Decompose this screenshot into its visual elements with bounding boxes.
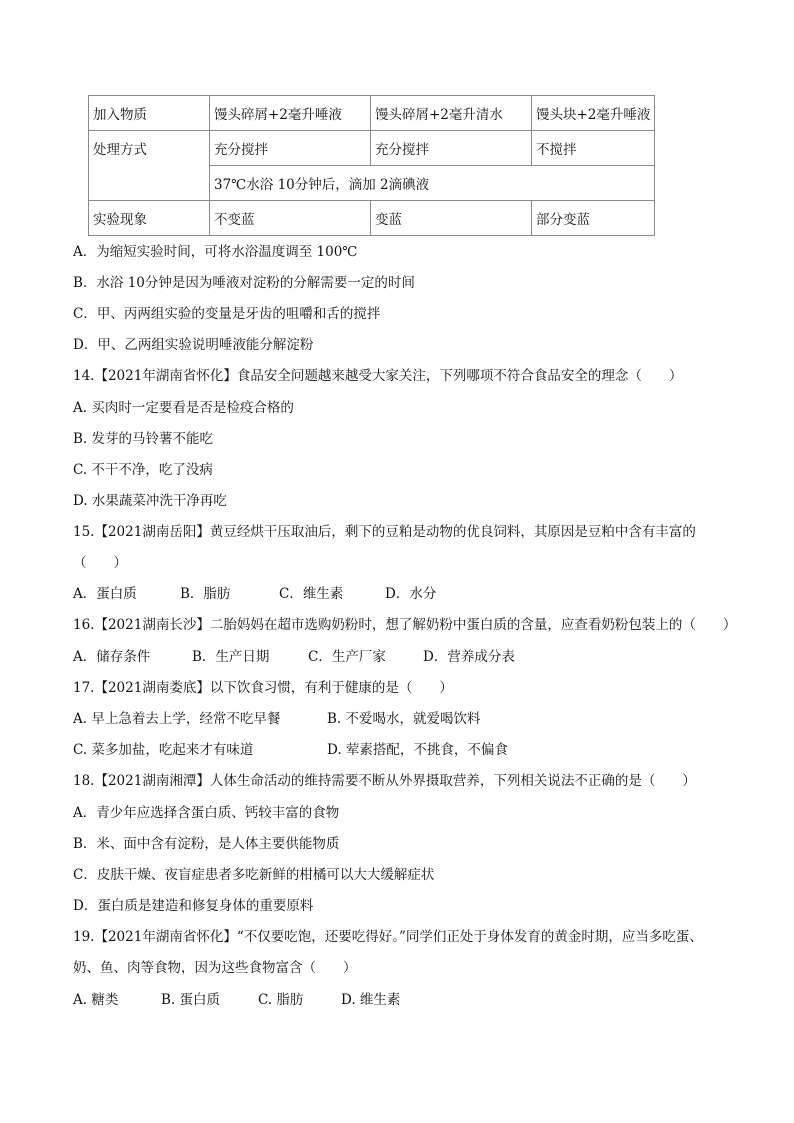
table-cell: 充分搅拌 — [371, 131, 532, 166]
q13-option-a: A．为缩短实验时间，可将水浴温度调至 100℃ — [73, 244, 358, 260]
q19-stem-continued: 奶、鱼、肉等食物，因为这些食物富含（ ） — [73, 960, 357, 976]
table-cell: 不变蓝 — [210, 201, 371, 236]
q16-option-b: B．生产日期 — [192, 649, 270, 665]
q19-option-c: C. 脂肪 — [258, 992, 304, 1008]
q18-option-a: A．青少年应选择含蛋白质、钙较丰富的食物 — [73, 805, 340, 821]
table-cell: 馒头块+2毫升唾液 — [532, 96, 655, 131]
q17-option-a: A. 早上急着去上学，经常不吃早餐 — [73, 711, 281, 727]
q16-option-a: A．储存条件 — [73, 649, 151, 665]
q15-option-c: C．维生素 — [279, 586, 344, 602]
q15-stem-continued: （ ） — [73, 555, 127, 571]
experiment-table — [88, 95, 655, 236]
q19-option-d: D. 维生素 — [341, 992, 401, 1008]
table-cell: 馒头碎屑+2毫升清水 — [371, 96, 532, 131]
q13-option-b: B．水浴 10分钟是因为唾液对淀粉的分解需要一定的时间 — [73, 275, 415, 291]
q17-option-b: B. 不爱喝水，就爱喝饮料 — [327, 711, 481, 727]
q18-option-c: C．皮肤干燥、夜盲症患者多吃新鲜的柑橘可以大大缓解症状 — [73, 867, 435, 883]
q14-stem: 14.【2021年湖南省怀化】食品安全问题越来越受大家关注，下列哪项不符合食品安全的理念（ ） — [73, 368, 683, 384]
q13-option-d: D．甲、乙两组实验说明唾液能分解淀粉 — [73, 337, 314, 353]
q18-stem: 18.【2021湖南湘潭】人体生命活动的维持需要不断从外界摄取营养，下列相关说法不正确的是（ ） — [73, 773, 696, 789]
q19-option-b: B. 蛋白质 — [161, 992, 221, 1008]
q19-option-a: A. 糖类 — [73, 992, 119, 1008]
q16-option-d: D．营养成分表 — [423, 649, 515, 665]
table-cell: 馒头碎屑+2毫升唾液 — [210, 96, 371, 131]
q16-stem: 16.【2021湖南长沙】二胎妈妈在超市选购奶粉时，想了解奶粉中蛋白质的含量，应查看奶粉包装上的（ ） — [73, 617, 737, 633]
q18-option-b: B．米、面中含有淀粉，是人体主要供能物质 — [73, 836, 340, 852]
q17-option-c: C. 菜多加盐，吃起来才有味道 — [73, 742, 254, 758]
table-row — [89, 96, 655, 131]
table-cell: 处理方式 — [89, 131, 210, 201]
table-row — [89, 131, 655, 166]
q15-option-b: B．脂肪 — [180, 586, 231, 602]
table-cell: 充分搅拌 — [210, 131, 371, 166]
table-row — [89, 201, 655, 236]
q14-option-d: D. 水果蔬菜冲洗干净再吃 — [73, 493, 227, 509]
q15-stem: 15.【2021湖南岳阳】黄豆经烘干压取油后，剩下的豆粕是动物的优良饲料，其原因是豆粕中含有丰富的 — [73, 524, 696, 540]
q19-stem: 19.【2021年湖南省怀化】“不仅要吃饱，还要吃得好。”同学们正处于身体发育的黄金时期，应当多吃蛋、 — [73, 929, 703, 945]
table-cell: 部分变蓝 — [532, 201, 655, 236]
q18-option-d: D．蛋白质是建造和修复身体的重要原料 — [73, 898, 314, 914]
q14-option-b: B. 发芽的马铃薯不能吃 — [73, 431, 214, 447]
q15-option-d: D．水分 — [385, 586, 437, 602]
q13-option-c: C．甲、丙两组实验的变量是牙齿的咀嚼和舌的搅拌 — [73, 306, 381, 322]
q14-option-c: C. 不干不净，吃了没病 — [73, 462, 213, 478]
table-cell: 37℃水浴 10分钟后，滴加 2滴碘液 — [210, 166, 655, 201]
q17-stem: 17.【2021湖南娄底】以下饮食习惯，有利于健康的是（ ） — [73, 680, 453, 696]
q17-option-d: D. 荤素搭配，不挑食，不偏食 — [327, 742, 508, 758]
table-cell: 加入物质 — [89, 96, 210, 131]
table-cell: 不搅拌 — [532, 131, 655, 166]
q15-option-a: A．蛋白质 — [73, 586, 137, 602]
table-cell: 变蓝 — [371, 201, 532, 236]
q14-option-a: A. 买肉时一定要看是否是检疫合格的 — [73, 400, 294, 416]
table-cell: 实验现象 — [89, 201, 210, 236]
q16-option-c: C．生产厂家 — [308, 649, 386, 665]
